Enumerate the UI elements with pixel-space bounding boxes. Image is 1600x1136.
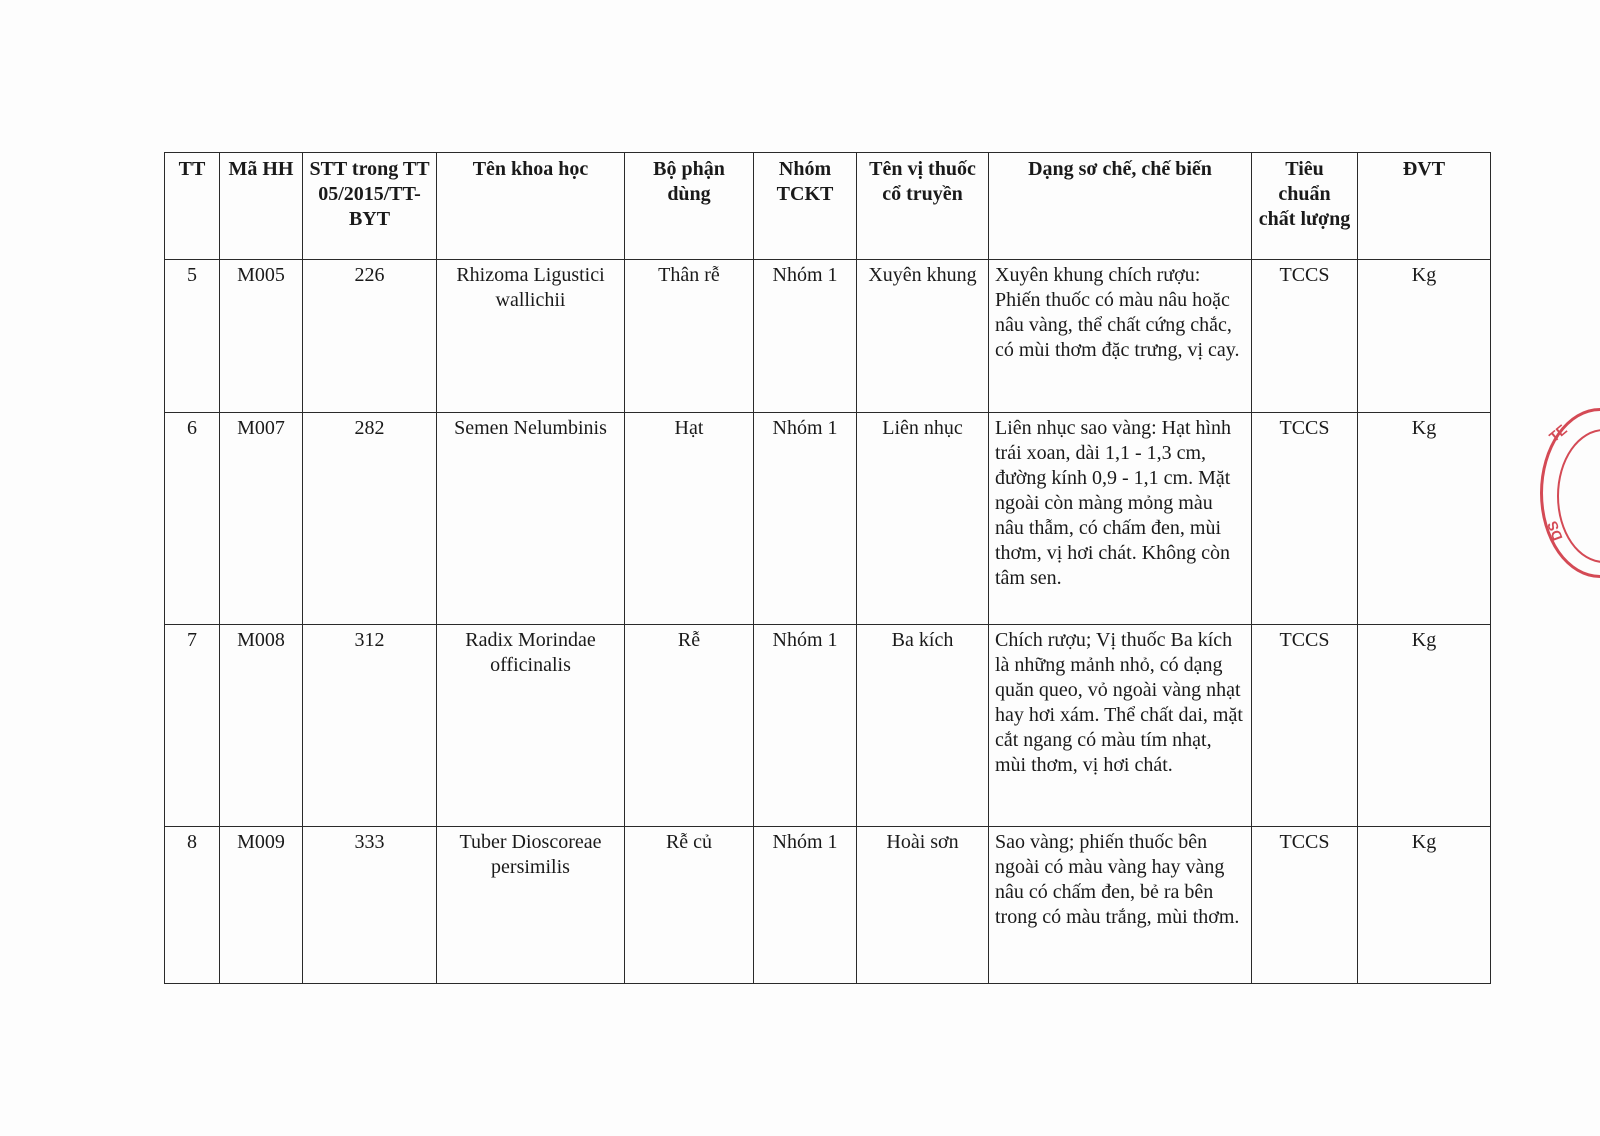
cell-tieu-chuan: TCCS: [1252, 625, 1358, 827]
cell-bo-phan: Hạt: [625, 413, 754, 625]
cell-dvt: Kg: [1358, 260, 1491, 413]
stamp-text-top: TE: [1545, 421, 1570, 445]
cell-ma-hh: M008: [220, 625, 303, 827]
cell-nhom: Nhóm 1: [754, 827, 857, 984]
cell-bo-phan: Rễ: [625, 625, 754, 827]
cell-tt: 5: [165, 260, 220, 413]
cell-nhom: Nhóm 1: [754, 260, 857, 413]
cell-dvt: Kg: [1358, 413, 1491, 625]
cell-stt: 312: [303, 625, 437, 827]
cell-tieu-chuan: TCCS: [1252, 260, 1358, 413]
medicine-table: [164, 152, 1491, 984]
cell-nhom: Nhóm 1: [754, 413, 857, 625]
cell-tt: 7: [165, 625, 220, 827]
header-ten-vi: Tên vị thuốc cổ truyền: [857, 153, 989, 260]
table-row: [165, 260, 1491, 413]
table-row: [165, 827, 1491, 984]
red-seal-stamp: [1540, 408, 1600, 578]
cell-stt: 226: [303, 260, 437, 413]
header-bo-phan: Bộ phận dùng: [625, 153, 754, 260]
cell-ten-vi: Ba kích: [857, 625, 989, 827]
cell-ma-hh: M009: [220, 827, 303, 984]
cell-ten-vi: Hoài sơn: [857, 827, 989, 984]
cell-dang: Xuyên khung chích rượu: Phiến thuốc có màu nâu hoặc nâu vàng, thể chất cứng chắc, có mùi thơm đặc trưng, vị cay.: [989, 260, 1252, 413]
cell-tieu-chuan: TCCS: [1252, 827, 1358, 984]
table-row: [165, 413, 1491, 625]
table-row: [165, 625, 1491, 827]
cell-tieu-chuan: TCCS: [1252, 413, 1358, 625]
header-dang: Dạng sơ chế, chế biến: [989, 153, 1252, 260]
cell-bo-phan: Thân rễ: [625, 260, 754, 413]
header-ma-hh: Mã HH: [220, 153, 303, 260]
cell-dang: Liên nhục sao vàng: Hạt hình trái xoan, dài 1,1 - 1,3 cm, đường kính 0,9 - 1,1 cm. Mặt ngoài còn màng mỏng màu nâu thẫm, có chấm đen, mùi thơm, vị hơi chát. Không còn tâm sen.: [989, 413, 1252, 625]
header-nhom: Nhóm TCKT: [754, 153, 857, 260]
cell-ten-vi: Liên nhục: [857, 413, 989, 625]
cell-ten-khoa-hoc: Tuber Dioscoreae persimilis: [437, 827, 625, 984]
cell-stt: 333: [303, 827, 437, 984]
cell-ma-hh: M005: [220, 260, 303, 413]
cell-dvt: Kg: [1358, 827, 1491, 984]
cell-dvt: Kg: [1358, 625, 1491, 827]
cell-ten-khoa-hoc: Semen Nelumbinis: [437, 413, 625, 625]
cell-bo-phan: Rễ củ: [625, 827, 754, 984]
stamp-text-bottom: DS: [1543, 519, 1566, 543]
cell-ten-vi: Xuyên khung: [857, 260, 989, 413]
header-stt: STT trong TT 05/2015/TT-BYT: [303, 153, 437, 260]
cell-ten-khoa-hoc: Rhizoma Ligustici wallichii: [437, 260, 625, 413]
cell-ten-khoa-hoc: Radix Morindae officinalis: [437, 625, 625, 827]
cell-dang: Sao vàng; phiến thuốc bên ngoài có màu vàng hay vàng nâu có chấm đen, bẻ ra bên trong có màu trắng, mùi thơm.: [989, 827, 1252, 984]
header-dvt: ĐVT: [1358, 153, 1491, 260]
cell-ma-hh: M007: [220, 413, 303, 625]
table-header-row: [165, 153, 1491, 260]
cell-dang: Chích rượu; Vị thuốc Ba kích là những mảnh nhỏ, có dạng quăn queo, vỏ ngoài vàng nhạt hay hơi xám. Thể chất dai, mặt cắt ngang có màu tím nhạt, mùi thơm, vị hơi chát.: [989, 625, 1252, 827]
cell-stt: 282: [303, 413, 437, 625]
cell-tt: 6: [165, 413, 220, 625]
cell-nhom: Nhóm 1: [754, 625, 857, 827]
header-ten-khoa-hoc: Tên khoa học: [437, 153, 625, 260]
cell-tt: 8: [165, 827, 220, 984]
header-tt: TT: [165, 153, 220, 260]
header-tieu-chuan: Tiêu chuẩn chất lượng: [1252, 153, 1358, 260]
